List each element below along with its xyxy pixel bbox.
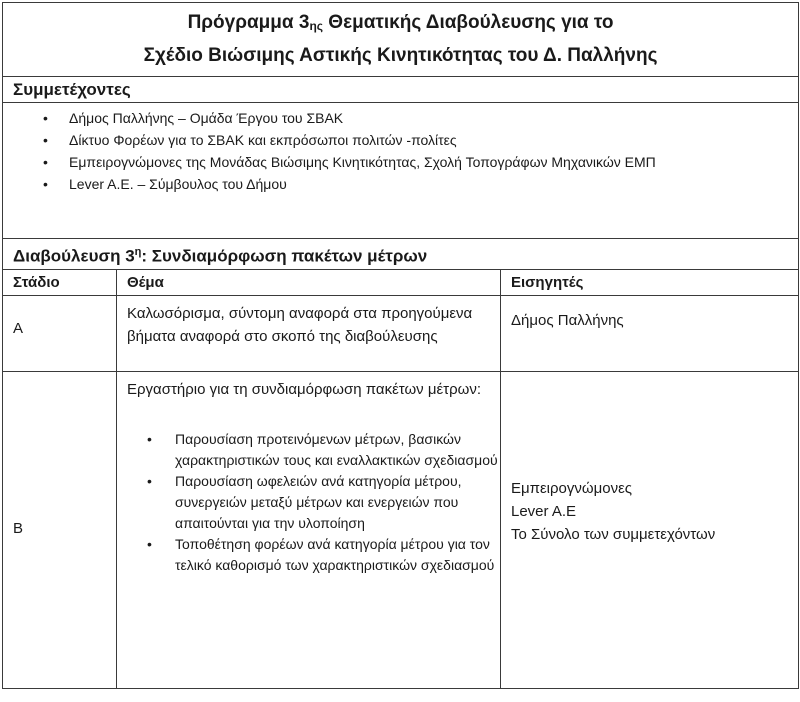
topic-cell [117,371,501,688]
measure-item: • Τοποθέτηση φορέων ανά κατηγορία μέτρου για τον τελικό καθορισμό των χαρακτηριστικών σχεδιασμού [147,535,495,573]
participant-item: • Δήμος Παλλήνης – Ομάδα Έργου του ΣΒΑΚ [69,107,788,129]
participants-list [13,107,788,195]
consultation-program-table [2,2,799,689]
column-header-speakers: Εισηγητές [501,269,799,295]
speakers-cell [501,371,799,688]
participant-item: • Εμπειρογνώμονες της Μονάδας Βιώσιμης Κινητικότητας, Σχολή Τοπογράφων Μηχανικών ΕΜΠ [69,151,788,173]
speaker-name: Δήμος Παλλήνης [511,311,624,329]
speaker-name: Εμπειρογνώμονες [511,479,633,497]
speakers-cell [501,295,799,371]
speaker-name: Lever A.E [511,502,577,520]
topic-text: Καλωσόρισμα, σύντομη αναφορά στα προηγούμενα βήματα αναφορά στο σκοπό της διαβούλευσης [127,304,473,345]
measures-list [117,429,500,576]
speakers-list [501,372,798,546]
table-row [3,371,799,688]
bullet-icon: • [147,430,152,447]
bullet-icon: • [147,535,152,552]
participants-section [3,103,799,239]
document-page [2,2,798,698]
participant-item: • Δίκτυο Φορέων για το ΣΒΑΚ και εκπρόσωποι πολιτών -πολίτες [69,129,788,151]
title-line-1: Πρόγραμμα 3ης Θεματικής Διαβούλευσης για το [187,12,614,33]
title-line-2: Σχέδιο Βιώσιμης Αστικής Κινητικότητας του Δ. Παλλήνης [143,45,658,66]
participants-heading: Συμμετέχοντες [3,77,799,103]
stage-cell [3,295,117,371]
stage-value: B [13,519,24,537]
table-row [3,295,799,371]
column-header-stage: Στάδιο [3,269,117,295]
title-ordinal-suffix: ης [309,19,324,33]
stage-value: A [13,319,24,337]
bullet-icon: • [43,154,48,170]
bullet-icon: • [43,176,48,192]
measure-item: • Παρουσίαση ωφελειών ανά κατηγορία μέτρου, συνεργειών μεταξύ μέτρων και ενεργειών που απαιτούνται για την υλοποίηση [147,472,462,531]
measure-item: • Παρουσίαση προτεινόμενων μέτρων, βασικών χαρακτηριστικών τους και εναλλακτικών σχεδιασμού [147,430,498,468]
bullet-icon: • [147,472,152,489]
topic-text: Εργαστήριο για τη συνδιαμόρφωση πακέτων μέτρων: [127,380,482,398]
document-title [3,3,799,77]
speaker-name: Το Σύνολο των συμμετεχόντων [511,525,716,543]
stage-cell [3,371,117,688]
column-header-topic: Θέμα [117,269,501,295]
topic-cell [117,295,501,371]
participant-item: • Lever A.E. – Σύμβουλος του Δήμου [69,173,788,195]
bullet-icon: • [43,132,48,148]
consultation-heading: Διαβούλευση $3^\eta$: Συνδιαμόρφωση πακέτων μέτρων [3,239,799,270]
bullet-icon: • [43,110,48,126]
